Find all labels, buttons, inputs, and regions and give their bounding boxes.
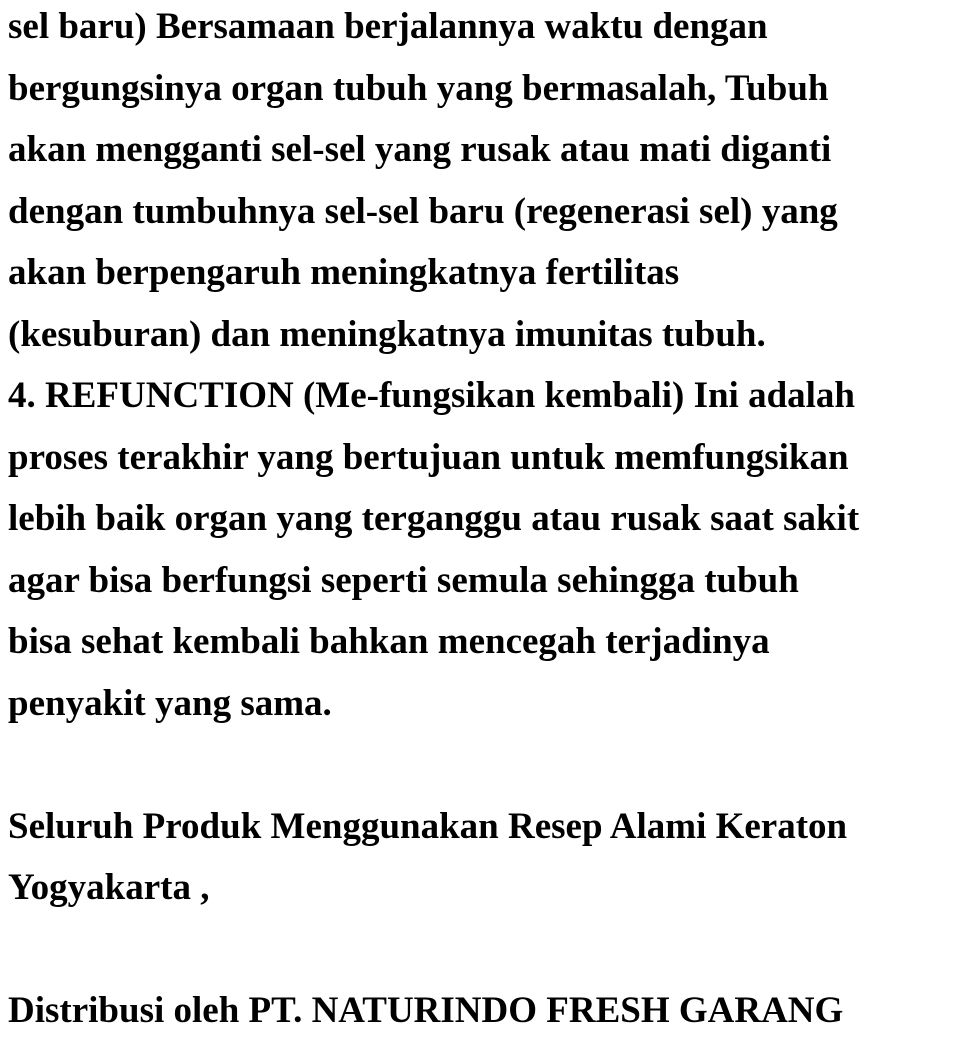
text-line: Seluruh Produk Menggunakan Resep Alami Keraton	[8, 805, 848, 847]
text-line: 4. REFUNCTION (Me-fungsikan kembali) Ini adalah	[8, 375, 856, 416]
text-line: sel baru) Bersamaan berjalannya waktu dengan	[8, 6, 768, 47]
text-line: bisa sehat kembali bahkan mencegah terjadinya	[8, 621, 770, 662]
text-line: akan mengganti sel-sel yang rusak atau mati diganti	[8, 129, 832, 170]
paragraph-regeneration-tail	[8, 0, 958, 365]
paragraph-distributor	[8, 980, 958, 1042]
text-line: agar bisa berfungsi seperti semula sehingga tubuh	[8, 559, 799, 601]
text-line: Distribusi oleh PT. NATURINDO FRESH GARANG	[8, 990, 844, 1031]
text-line: proses terakhir yang bertujuan untuk memfungsikan	[8, 436, 849, 478]
text-line: (kesuburan) dan meningkatnya imunitas tubuh.	[8, 313, 766, 355]
text-line: lebih baik organ yang terganggu atau rusak saat sakit	[8, 498, 860, 539]
text-line: penyakit yang sama.	[8, 682, 332, 724]
paragraph-recipe	[8, 796, 958, 919]
document-body	[8, 0, 958, 1042]
text-line: Yogyakarta ,	[8, 867, 210, 908]
paragraph-spacer	[8, 919, 958, 981]
paragraph-refunction	[8, 365, 958, 734]
text-line: dengan tumbuhnya sel-sel baru (regenerasi sel) yang	[8, 190, 838, 232]
text-line: bergungsinya organ tubuh yang bermasalah, Tubuh	[8, 67, 829, 109]
paragraph-spacer	[8, 734, 958, 796]
text-line: akan berpengaruh meningkatnya fertilitas	[8, 252, 680, 293]
